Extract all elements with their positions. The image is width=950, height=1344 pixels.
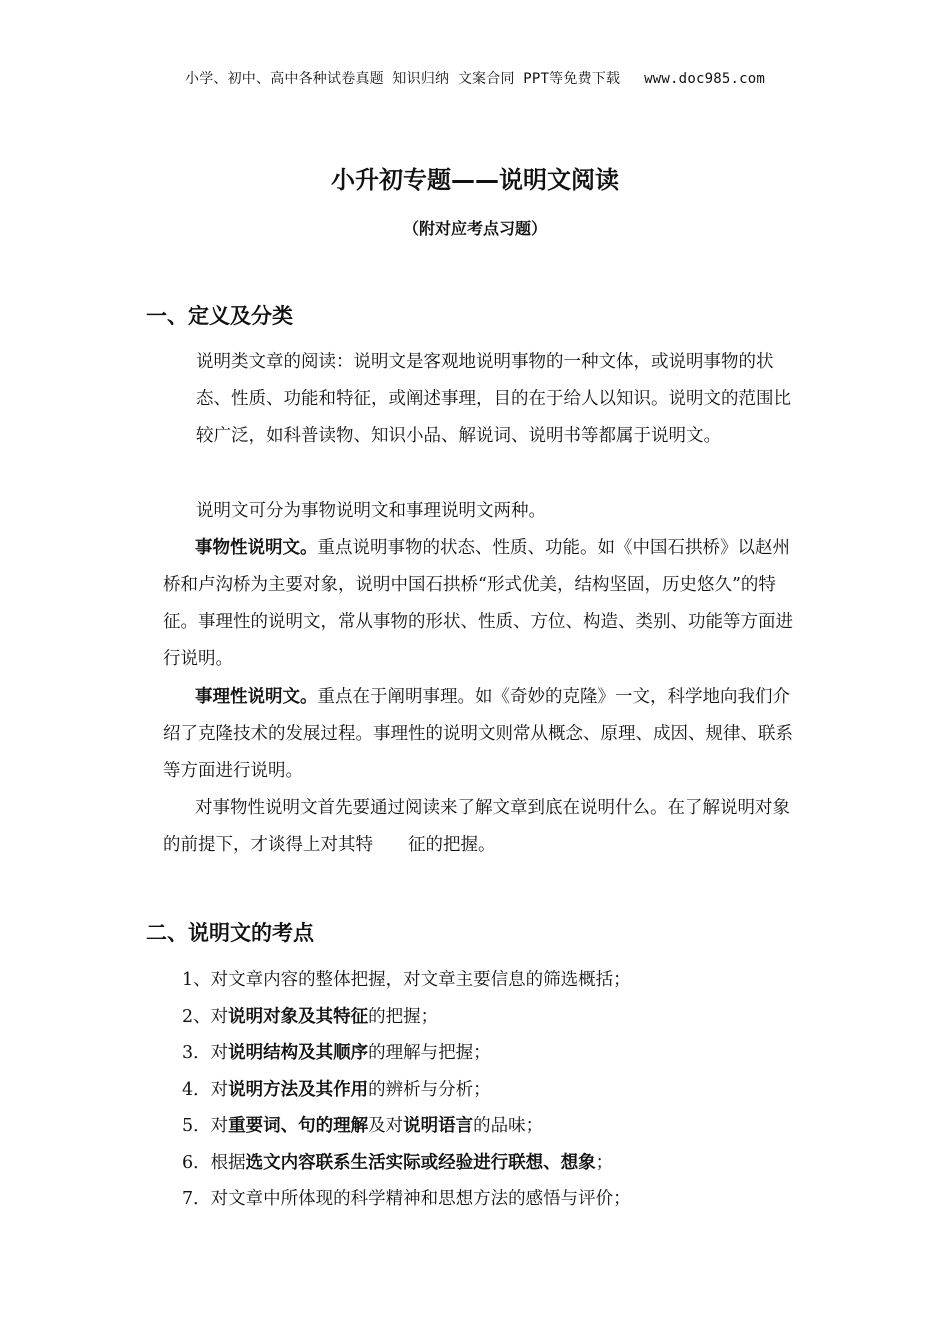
exam-points-list	[182, 962, 631, 1218]
closing-paragraph: 对事物性说明文首先要通过阅读来了解文章到底在说明什么。在了解说明对象的前提下，才谈得上对其特 征的把握。	[163, 798, 790, 855]
section1-heading: 一、定义及分类	[146, 304, 293, 328]
reason-explanation-text: 重点在于阐明事理。如《奇妙的克隆》一文，科学地向我们介绍了克隆技术的发展过程。事理性的说明文则常从概念、原理、成因、规律、联系等方面进行说明。	[163, 687, 793, 781]
list-item: 4．对说明方法及其作用的辨析与分析；	[182, 1079, 491, 1100]
list-item: 3．对说明结构及其顺序的理解与把握；	[182, 1043, 491, 1063]
list-item: 1、对文章内容的整体把握，对文章主要信息的筛选概括；	[182, 970, 631, 990]
list-item: 5．对重要词、句的理解及对说明语言的品味；	[182, 1116, 544, 1136]
header-text: 小学、初中、高中各种试卷真题 知识归纳 文案合同 PPT等免费下载	[185, 71, 621, 87]
list-item: 2、对说明对象及其特征的把握；	[182, 1006, 439, 1027]
section1-intro-paragraph: 说明类文章的阅读：说明文是客观地说明事物的一种文体，或说明事物的状态、性质、功能和特征，或阐述事理，目的在于给人以知识。说明文的范围比较广泛，如科普读物、知识小品、解说词、说明书等都属于说明文。	[196, 352, 791, 446]
section1-types-line: 说明文可分为事物说明文和事理说明文两种。	[196, 501, 546, 521]
thing-explanation-text: 重点说明事物的状态、性质、功能。如《中国石拱桥》以赵州桥和卢沟桥为主要对象，说明中国石拱桥“形式优美，结构坚固，历史悠久”的特征。事理性的说明文，常从事物的形状、性质、方位、构造、类别、功能等方面进行说明。	[163, 538, 793, 669]
list-item: 7．对文章中所体现的科学精神和思想方法的感悟与评价；	[182, 1189, 631, 1209]
header-site-link[interactable]: www.doc985.com	[644, 71, 765, 87]
page-header	[0, 68, 950, 88]
reason-explanation-label: 事理性说明文。	[195, 687, 318, 707]
thing-explanation-paragraph	[163, 530, 793, 678]
document-subtitle: （附对应考点习题）	[402, 219, 547, 238]
thing-explanation-label: 事物性说明文。	[195, 538, 318, 558]
section2-heading: 二、说明文的考点	[146, 921, 314, 945]
document-title: 小升初专题——说明文阅读	[331, 166, 619, 194]
list-item: 6．根据选文内容联系生活实际或经验进行联想、想象；	[182, 1152, 614, 1173]
reason-explanation-paragraph	[163, 679, 793, 790]
